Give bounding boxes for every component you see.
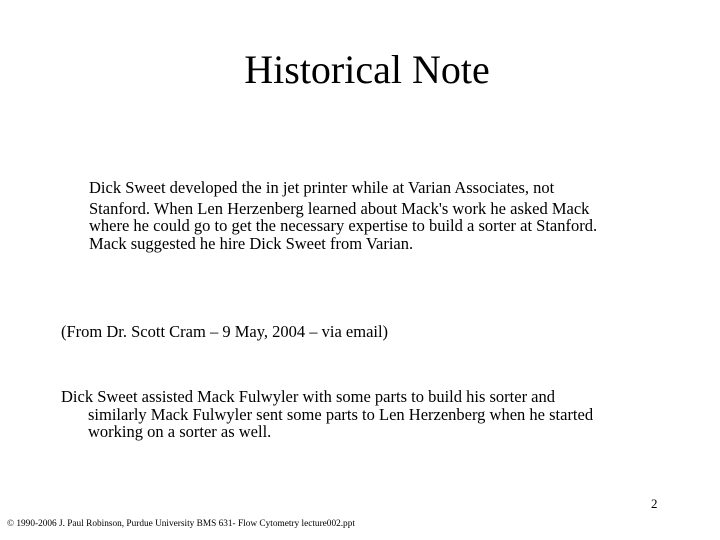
paragraph-sweet-varian: [89, 179, 597, 252]
slide-title: Historical Note: [244, 47, 490, 92]
paragraph-fulwyler: [61, 388, 593, 441]
paragraph-line: Dick Sweet developed the in jet printer while at Varian Associates, not: [89, 178, 555, 197]
copyright-footer: © 1990-2006 J. Paul Robinson, Purdue University BMS 631- Flow Cytometry lecture002.ppt: [7, 519, 355, 529]
paragraph-line: Dick Sweet assisted Mack Fulwyler with some parts to build his sorter and: [61, 387, 556, 406]
page-number: 2: [651, 496, 658, 511]
paragraph-line: Mack suggested he hire Dick Sweet from Varian.: [89, 233, 414, 253]
paragraph-line: working on a sorter as well.: [88, 422, 272, 441]
paragraph-line: where he could go to get the necessary expertise to build a sorter at Stanford.: [89, 216, 598, 235]
source-citation: (From Dr. Scott Cram – 9 May, 2004 – via email): [61, 322, 389, 341]
paragraph-line: Stanford. When Len Herzenberg learned about Mack's work he asked Mack: [89, 198, 590, 218]
paragraph-line: similarly Mack Fulwyler sent some parts to Len Herzenberg when he started: [88, 404, 594, 424]
